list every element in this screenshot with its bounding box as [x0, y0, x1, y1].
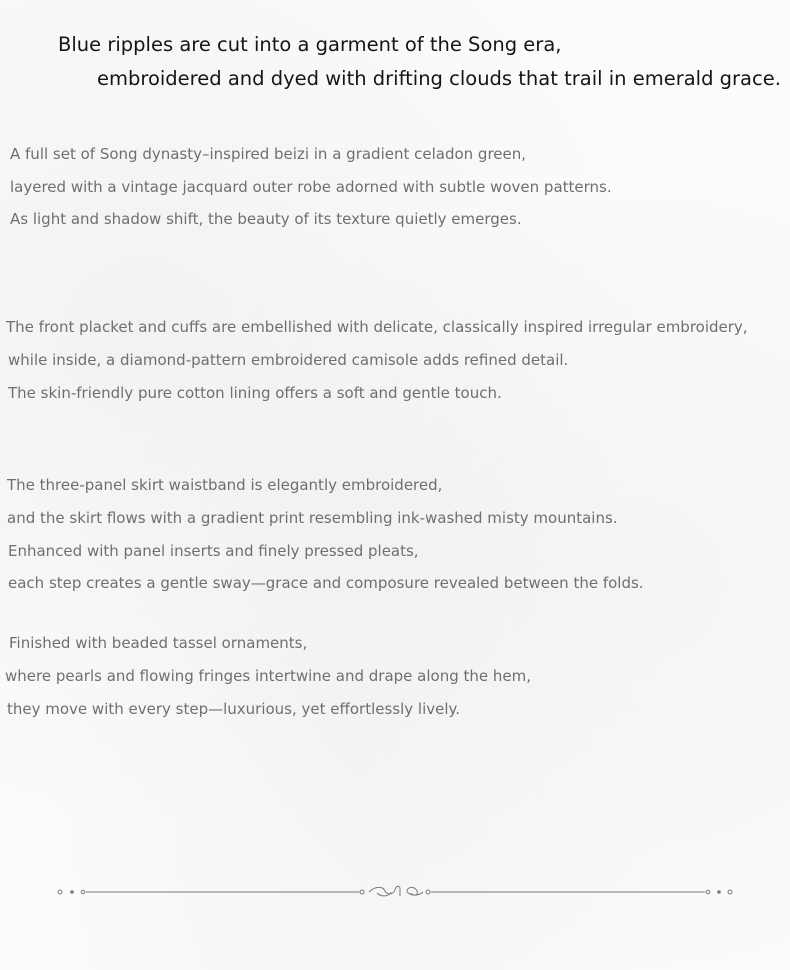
paragraph-3-line-3: Enhanced with panel inserts and finely pressed pleats,: [8, 542, 419, 560]
paragraph-3-line-1: The three-panel skirt waistband is elegantly embroidered,: [7, 476, 443, 494]
paragraph-4-line-2: where pearls and flowing fringes intertwine and drape along the hem,: [5, 667, 531, 685]
paragraph-2-line-3: The skin-friendly pure cotton lining offers a soft and gentle touch.: [8, 384, 502, 402]
paragraph-3-line-2: and the skirt flows with a gradient print resembling ink-washed misty mountains.: [7, 509, 618, 527]
paragraph-1-line-1: A full set of Song dynasty–inspired beizi in a gradient celadon green,: [10, 145, 527, 163]
paragraph-3-line-4: each step creates a gentle sway—grace and composure revealed between the folds.: [8, 574, 644, 592]
paragraph-1-line-2: layered with a vintage jacquard outer robe adorned with subtle woven patterns.: [10, 178, 612, 196]
paragraph-2-line-2: while inside, a diamond-pattern embroidered camisole adds refined detail.: [8, 351, 569, 369]
paragraph-2-line-1: The front placket and cuffs are embellished with delicate, classically inspired irregular embroidery,: [6, 318, 748, 336]
paragraph-4-line-3: they move with every step—luxurious, yet effortlessly lively.: [7, 700, 461, 718]
title-line-2: embroidered and dyed with drifting clouds that trail in emerald grace.: [97, 67, 781, 90]
scroll-flourish-divider-icon: [55, 880, 735, 902]
paragraph-4-line-1: Finished with beaded tassel ornaments,: [9, 634, 308, 652]
paragraph-1-line-3: As light and shadow shift, the beauty of its texture quietly emerges.: [10, 210, 522, 228]
title-line-1: Blue ripples are cut into a garment of the Song era,: [58, 33, 562, 56]
